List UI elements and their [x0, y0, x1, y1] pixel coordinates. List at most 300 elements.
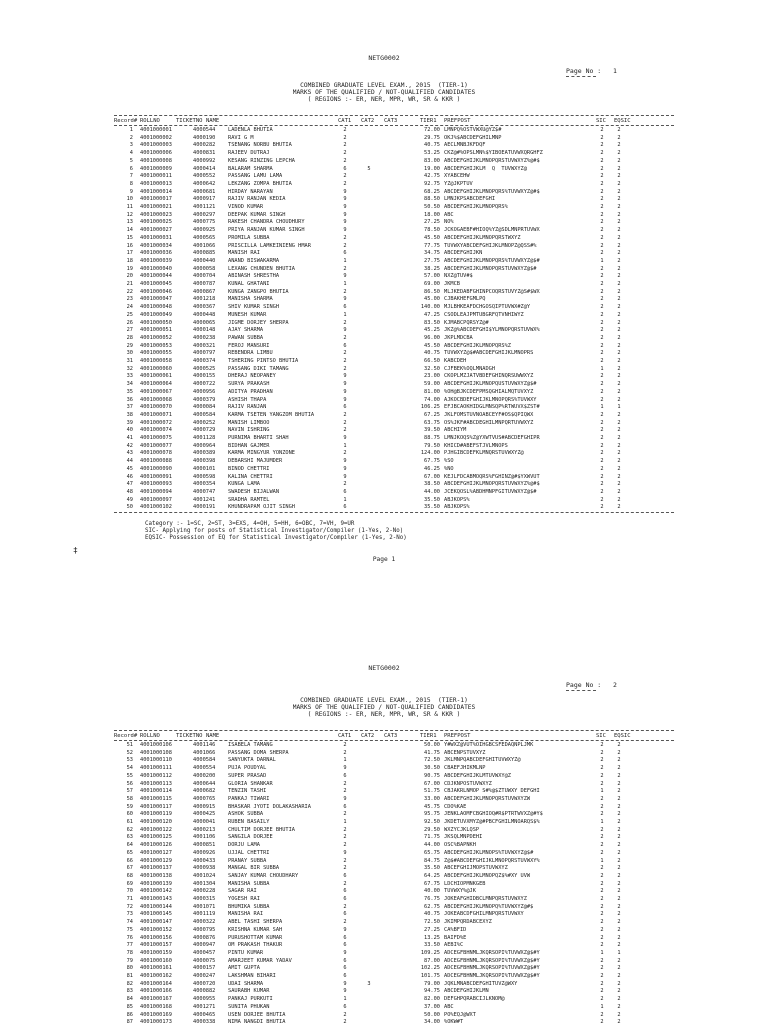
- ticket-number: 4000425: [193, 811, 216, 818]
- preferred-posts: YZ@JKPTUV: [444, 180, 473, 187]
- candidate-name: VINOD KUMAR: [228, 204, 264, 210]
- preferred-posts: CDJKNPOSTUVWXYZ: [444, 780, 492, 787]
- eqsic: 2: [617, 304, 621, 311]
- preferred-posts: CBAEFJHIKMLNP: [444, 765, 486, 772]
- record-number: 41: [126, 435, 133, 441]
- ticket-number: 4001106: [193, 834, 216, 841]
- table-row: [0, 304, 768, 311]
- preferred-posts: JOKEAFGHIDBCLMNPQRSTUVWXYZ: [444, 896, 527, 902]
- preferred-posts: JKLFOMSTUVNOABCEYF#OS$QPIQWX: [444, 411, 534, 418]
- record-number: 18: [126, 257, 133, 264]
- sic: 2: [600, 803, 604, 810]
- roll-number: 4001000077: [140, 442, 172, 449]
- candidate-name: PINTU KUMAR: [228, 949, 264, 956]
- roll-number: 4001000108: [140, 749, 172, 756]
- record-number: 49: [126, 496, 133, 503]
- preferred-posts: ABCDEFGHIJKLMNOPQRS%Z: [444, 342, 511, 349]
- cat1: 9: [343, 211, 347, 218]
- roll-number: 4001000034: [140, 242, 172, 249]
- table-row: [0, 850, 768, 857]
- preferred-posts: TUVWXY%@JK: [444, 888, 476, 895]
- ticket-number: 4000917: [193, 196, 216, 203]
- record-number: 43: [126, 450, 133, 457]
- table-row: [0, 827, 768, 834]
- table-row: [0, 1019, 768, 1026]
- roll-number: 4001000006: [140, 150, 172, 157]
- candidate-name: RAVI G M: [228, 134, 254, 141]
- cat1: 2: [343, 1019, 347, 1026]
- record-number: 35: [126, 388, 133, 395]
- roll-number: 4001000071: [140, 411, 172, 418]
- record-number: 81: [126, 973, 133, 979]
- roll-number: 4001000113: [140, 780, 172, 787]
- tier1-marks: 57.00: [424, 273, 440, 280]
- sic: 2: [600, 234, 604, 241]
- candidate-name: PASSANG DOMA SHERPA: [228, 749, 289, 756]
- eqsic: 2: [617, 872, 621, 879]
- sic: 2: [600, 319, 604, 326]
- cat1: 2: [343, 234, 347, 241]
- ticket-number: 4000389: [193, 450, 216, 457]
- roll-number: 4001000138: [140, 872, 172, 879]
- eqsic-legend: EQSIC- Possession of EQ for Statistical Investigator/Compiler (1-Yes, 2-No): [145, 535, 407, 541]
- eqsic: 2: [617, 334, 621, 341]
- roll-number: 4001000119: [140, 811, 172, 818]
- ticket-number: 4001066: [193, 749, 216, 756]
- candidate-name: RAKESH CHANDRA CHOUDHURY: [228, 219, 305, 226]
- table-row: [0, 381, 768, 388]
- record-number: 76: [126, 934, 133, 941]
- cat1: 2: [343, 265, 347, 272]
- record-number: 58: [126, 795, 133, 802]
- sic: 2: [600, 227, 604, 234]
- sic: 2: [600, 826, 604, 833]
- eqsic: 2: [617, 419, 621, 426]
- tier1-marks: 29.50: [424, 826, 440, 833]
- preferred-posts: Z@$#ABCDEFGHIJKLMNOPQRSTUVWXY%: [444, 857, 540, 864]
- table-rule-end: [114, 512, 674, 513]
- candidate-name: KRISHNA KUMAR SAH: [228, 926, 283, 933]
- roll-number: 4001000044: [140, 273, 172, 280]
- ticket-number: 4000155: [193, 373, 216, 380]
- candidate-name: OM PRAKASH THAKUR: [228, 942, 283, 949]
- preferred-posts: KJMABCPQRSYZ@#: [444, 319, 489, 326]
- record-number: 5: [129, 157, 133, 164]
- preferred-posts: ADCEGFBHNMLJKQRSOPI%TUVWXZ@$#Y: [444, 957, 540, 964]
- sic: 1: [600, 257, 604, 264]
- tier1-marks: 72.50: [424, 757, 440, 764]
- ticket-number: 4000354: [193, 481, 216, 488]
- table-row: [0, 942, 768, 949]
- ticket-number: 4000374: [193, 358, 216, 364]
- candidate-name: YOGESH RAI: [228, 896, 260, 902]
- cat1: 1: [343, 257, 347, 264]
- candidate-name: SANYUKTA DARNAL: [228, 757, 276, 764]
- preferred-posts: LMNJKPSABCDEFGHI: [444, 196, 496, 203]
- candidate-name: SUPER PRASAD: [228, 772, 267, 779]
- ticket-number: 4001218: [193, 296, 216, 303]
- eqsic: 2: [617, 772, 621, 779]
- tier1-marks: 45.75: [424, 803, 440, 810]
- eqsic: 2: [617, 896, 621, 902]
- cat1: 9: [343, 795, 347, 802]
- sic: 2: [600, 250, 604, 257]
- sic: 2: [600, 150, 604, 157]
- eqsic: 2: [617, 996, 621, 1003]
- page-number-label: Page No :: [566, 681, 602, 689]
- eqsic: 2: [617, 427, 621, 434]
- sic: 2: [600, 772, 604, 779]
- cat1: 2: [343, 319, 347, 326]
- candidate-name: ISABELA TAMANG: [228, 742, 273, 748]
- sic: 2: [600, 342, 604, 349]
- sic: 2: [600, 765, 604, 772]
- candidate-name: PANKAJ TIWARI: [228, 795, 270, 802]
- cat1: 2: [343, 358, 347, 364]
- roll-number: 4001000008: [140, 157, 172, 164]
- preferred-posts: CA%BFID: [444, 926, 467, 933]
- roll-number: 4001000027: [140, 227, 172, 234]
- record-number: 11: [126, 204, 133, 210]
- cat1: 9: [343, 196, 347, 203]
- tier1-marks: 64.25: [424, 872, 440, 879]
- table-row: [0, 804, 768, 811]
- tier1-marks: 72.00: [424, 127, 440, 133]
- ticket-number: 4001119: [193, 911, 216, 918]
- ticket-number: 4000787: [193, 281, 216, 287]
- preferred-posts: JOKEABCDFGHILMNPQRSTUVWXY: [444, 911, 524, 918]
- tier1-marks: 41.75: [424, 749, 440, 756]
- roll-number: 4001000168: [140, 1003, 172, 1010]
- ticket-number: 4000876: [193, 934, 216, 941]
- candidate-name: PANKAJ PURKUTI: [228, 996, 273, 1003]
- cat1: 9: [343, 204, 347, 210]
- record-number: 4: [129, 150, 133, 157]
- table-row: [0, 358, 768, 365]
- candidate-name: RAJIV RANJAN KEDIA: [228, 196, 286, 203]
- candidate-name: KARMA MINGYUR YONZONE: [228, 450, 295, 457]
- eqsic: 2: [617, 980, 621, 987]
- eqsic: 2: [617, 1019, 621, 1026]
- preferred-posts: JENKLAOMFCBGHIOQ#R$PTRTWVXZ@#Y$: [444, 811, 543, 818]
- table-row: [0, 765, 768, 772]
- sic: 2: [600, 888, 604, 895]
- tier1-marks: 67.75: [424, 458, 440, 465]
- ticket-number: 4001241: [193, 496, 216, 503]
- cat1: 2: [343, 173, 347, 180]
- tier1-marks: 23.00: [424, 373, 440, 380]
- record-number: 10: [126, 196, 133, 203]
- eqsic: 2: [617, 504, 621, 511]
- sic: 2: [600, 242, 604, 249]
- record-number: 83: [126, 988, 133, 995]
- tier1-marks: 106.25: [420, 404, 440, 411]
- sic: 2: [600, 965, 604, 972]
- candidate-name: NIMA NANGDI BHUTIA: [228, 1019, 286, 1026]
- tier1-marks: 40.00: [424, 888, 440, 895]
- tier1-marks: 29.75: [424, 134, 440, 141]
- cat1: 9: [343, 381, 347, 388]
- table-row: [0, 327, 768, 334]
- table-row: [0, 773, 768, 780]
- roll-number: 4001000078: [140, 450, 172, 457]
- cat1: 6: [343, 888, 347, 895]
- tier1-marks: 79.00: [424, 980, 440, 987]
- record-number: 3: [129, 142, 133, 149]
- roll-number: 4001000112: [140, 772, 172, 779]
- tier1-marks: 62.75: [424, 903, 440, 910]
- eqsic: 2: [617, 919, 621, 926]
- tier1-marks: 19.00: [424, 165, 440, 172]
- roll-number: 4001000060: [140, 365, 172, 372]
- candidate-name: REBENDRA LIMBU: [228, 350, 273, 357]
- ticket-number: 4000041: [193, 819, 216, 825]
- tier1-marks: 53.25: [424, 150, 440, 157]
- preferred-posts: ABJKOPS%: [444, 504, 470, 511]
- sic: 2: [600, 350, 604, 357]
- eqsic: 2: [617, 234, 621, 241]
- candidate-name: TSENANG NORBU BHUTIA: [228, 142, 292, 149]
- table-row: [0, 474, 768, 481]
- preferred-posts: ABCDEFGHIJKLMNOPQRSTUVWXYZ%@#$: [444, 157, 540, 164]
- preferred-posts: JKPLMDCBA: [444, 334, 473, 341]
- cat1: 9: [343, 926, 347, 933]
- record-number: 86: [126, 1011, 133, 1018]
- sic: 2: [600, 204, 604, 210]
- preferred-posts: PO%EQJ@WXT: [444, 1011, 476, 1018]
- cat1: 1: [343, 311, 347, 318]
- ticket-number: 4000831: [193, 150, 216, 157]
- report-regions: ( REGIONS :- ER, NER, MPR, WR, SR & KKR ): [307, 711, 461, 718]
- record-number: 8: [129, 180, 133, 187]
- tier1-marks: 27.25: [424, 219, 440, 226]
- preferred-posts: JCKOGAEBF#HIOQ%YZ@SDLMNPRTUVWX: [444, 227, 540, 234]
- eqsic: 2: [617, 134, 621, 141]
- preferred-posts: OSC%BAPNKH: [444, 842, 476, 849]
- candidate-name: KUNGA LAMA: [228, 481, 260, 488]
- ticket-number: 4000747: [193, 488, 216, 495]
- tier1-marks: 51.75: [424, 788, 440, 795]
- eqsic: 2: [617, 358, 621, 364]
- tier1-marks: 67.75: [424, 880, 440, 887]
- cat1: 2: [343, 826, 347, 833]
- preferred-posts: LMNPQ%OSTVWXU@YZ$#: [444, 127, 502, 133]
- record-number: 65: [126, 849, 133, 856]
- eqsic: 2: [617, 1011, 621, 1018]
- record-number: 68: [126, 872, 133, 879]
- cat1: 6: [343, 934, 347, 941]
- eqsic: 2: [617, 342, 621, 349]
- roll-number: 4001000117: [140, 803, 172, 810]
- ticket-number: 4000552: [193, 173, 216, 180]
- cat1: 2: [343, 450, 347, 457]
- roll-number: 4001000091: [140, 473, 172, 480]
- table-row: [0, 266, 768, 273]
- preferred-posts: LMNJKOQS%Z@YXWTVUS#ABCDEFGHIPR: [444, 435, 540, 441]
- candidate-name: ANAND BISWAKARMA: [228, 257, 280, 264]
- candidate-name: DEBARSHI MAJUMDER: [228, 458, 283, 465]
- candidate-name: FEROJ MANSURI: [228, 342, 270, 349]
- table-row: [0, 281, 768, 288]
- preferred-posts: ABCDEFGHIJKLMNOPQRSTUVWXYZ@$#: [444, 265, 537, 272]
- preferred-posts: ABCDEFGHIJKLMN: [444, 988, 489, 995]
- sic: 2: [600, 381, 604, 388]
- roll-number: 4001000068: [140, 396, 172, 403]
- eqsic: 2: [617, 973, 621, 979]
- candidate-name: UDAI SHARMA: [228, 980, 264, 987]
- preferred-posts: JKSQLMNPDEHI: [444, 834, 483, 841]
- cat1: 6: [343, 896, 347, 902]
- sic: 2: [600, 157, 604, 164]
- sic: 2: [600, 296, 604, 303]
- cat1: 9: [343, 849, 347, 856]
- roll-number: 4001000061: [140, 373, 172, 380]
- table-row: [0, 312, 768, 319]
- cat1: 2: [343, 350, 347, 357]
- tier1-marks: 46.25: [424, 465, 440, 472]
- roll-number: 4001000166: [140, 988, 172, 995]
- table-row: [0, 243, 768, 250]
- cat1: 2: [343, 242, 347, 249]
- tier1-marks: 34.00: [424, 1019, 440, 1026]
- sic: 2: [600, 411, 604, 418]
- preferred-posts: %OH@BJKCDEFPMSQGHIALMQTUVXYZ: [444, 388, 534, 395]
- tier1-marks: 78.50: [424, 227, 440, 234]
- record-number: 72: [126, 903, 133, 910]
- ticket-number: 4000885: [193, 250, 216, 257]
- table-row: [0, 865, 768, 872]
- sic: 1: [600, 404, 604, 411]
- candidate-name: MANISHA SUBBA: [228, 880, 270, 887]
- roll-number: 4001000053: [140, 342, 172, 349]
- tier1-marks: 83.00: [424, 157, 440, 164]
- record-number: 44: [126, 458, 133, 465]
- sic: 2: [600, 127, 604, 133]
- table-row: [0, 289, 768, 296]
- roll-number: 4001000145: [140, 911, 172, 918]
- table-row: [0, 181, 768, 188]
- candidate-name: CHULTIM DORJEE BHUTIA: [228, 826, 295, 833]
- eqsic: 1: [617, 949, 621, 956]
- ticket-number: 4000926: [193, 849, 216, 856]
- record-number: 45: [126, 465, 133, 472]
- record-number: 16: [126, 242, 133, 249]
- sic: 2: [600, 834, 604, 841]
- record-number: 32: [126, 365, 133, 372]
- cat1: 6: [343, 965, 347, 972]
- table-row: [0, 196, 768, 203]
- cat1: 9: [343, 373, 347, 380]
- roll-number: 4001000013: [140, 180, 172, 187]
- table-row: [0, 742, 768, 749]
- ticket-number: 4000525: [193, 365, 216, 372]
- ticket-number: 4001024: [193, 872, 216, 879]
- preferred-posts: AECLMNBJKFDQF: [444, 142, 486, 149]
- ticket-number: 4000882: [193, 988, 216, 995]
- preferred-posts: JKDETUVXMYZ@#PBCFGHILMNOARQS$%: [444, 819, 540, 825]
- eqsic: 2: [617, 819, 621, 825]
- candidate-name: ABINASH SHRESTHA: [228, 273, 280, 280]
- tier1-marks: 81.00: [424, 388, 440, 395]
- tier1-marks: 94.75: [424, 988, 440, 995]
- record-number: 22: [126, 288, 133, 295]
- eqsic: 2: [617, 196, 621, 203]
- candidate-name: RUBEN BASAILY: [228, 819, 270, 825]
- page-number-underline: [566, 76, 596, 77]
- cat1: 6: [343, 957, 347, 964]
- preferred-posts: MLJKEDABFGHINPCOQRSTUVYZ@S#$WX: [444, 288, 540, 295]
- preferred-posts: ABCDEFGHIJKLM Q TUVWXYZ@: [444, 165, 527, 172]
- ticket-number: 4000584: [193, 411, 216, 418]
- table-row: [0, 834, 768, 841]
- preferred-posts: JCEKQOSL%ABDHMNPFGITUVWXYZ@$#: [444, 488, 537, 495]
- roll-number: 4001000147: [140, 919, 172, 926]
- cat1: 9: [343, 980, 347, 987]
- roll-number: 4001000093: [140, 481, 172, 488]
- tier1-marks: 124.00: [420, 450, 440, 457]
- header-rollno: ROLLNO: [140, 733, 160, 739]
- roll-number: 4001000031: [140, 234, 172, 241]
- ticket-number: 4000598: [193, 473, 216, 480]
- table-row: [0, 757, 768, 764]
- candidate-name: AMARJEET KUMAR YADAV: [228, 957, 292, 964]
- sic: 2: [600, 926, 604, 933]
- table-row: [0, 858, 768, 865]
- record-number: 29: [126, 342, 133, 349]
- roll-number: 4001000173: [140, 1019, 172, 1026]
- header-ticketno: TICKETNO: [176, 118, 203, 124]
- roll-number: 4001000157: [140, 942, 172, 949]
- preferred-posts: ABCDEFGHIJKLMTUVWXY@Z: [444, 772, 511, 779]
- sic: 2: [600, 872, 604, 879]
- header-sic: SIC: [596, 118, 606, 124]
- preferred-posts: ABCHIYM: [444, 427, 467, 434]
- roll-number: 4001000159: [140, 949, 172, 956]
- ticket-number: 4000448: [193, 311, 216, 318]
- table-row: [0, 796, 768, 803]
- table-row: [0, 504, 768, 511]
- cat1: 9: [343, 988, 347, 995]
- preferred-posts: KABCDEH: [444, 358, 467, 364]
- record-number: 71: [126, 896, 133, 902]
- cat1: 9: [343, 388, 347, 395]
- candidate-name: PUJA POUDYAL: [228, 765, 267, 772]
- tier1-marks: 69.00: [424, 281, 440, 287]
- eqsic: 2: [617, 388, 621, 395]
- roll-number: 4001000126: [140, 842, 172, 849]
- eqsic: 2: [617, 465, 621, 472]
- sic: 2: [600, 358, 604, 364]
- tier1-marks: 77.75: [424, 242, 440, 249]
- candidate-name: MANISH LIMBOO: [228, 419, 270, 426]
- candidate-name: NAVIN ISHRING: [228, 427, 270, 434]
- ticket-number: 4001121: [193, 204, 216, 210]
- page-number-value: 2: [612, 681, 617, 689]
- table-row: [0, 443, 768, 450]
- sic: 2: [600, 749, 604, 756]
- tier1-marks: 33.50: [424, 942, 440, 949]
- candidate-name: BHASKAR JYOTI DOLAKASHARIA: [228, 803, 311, 810]
- sic: 2: [600, 311, 604, 318]
- ticket-number: 4000190: [193, 134, 216, 141]
- cat1: 2: [343, 427, 347, 434]
- sic: 1: [600, 949, 604, 956]
- candidate-name: ASHOK SUBBA: [228, 811, 264, 818]
- candidate-name: SAURABH KUMAR: [228, 988, 270, 995]
- tier1-marks: 67.00: [424, 473, 440, 480]
- tier1-marks: 72.50: [424, 919, 440, 926]
- eqsic: 2: [617, 311, 621, 318]
